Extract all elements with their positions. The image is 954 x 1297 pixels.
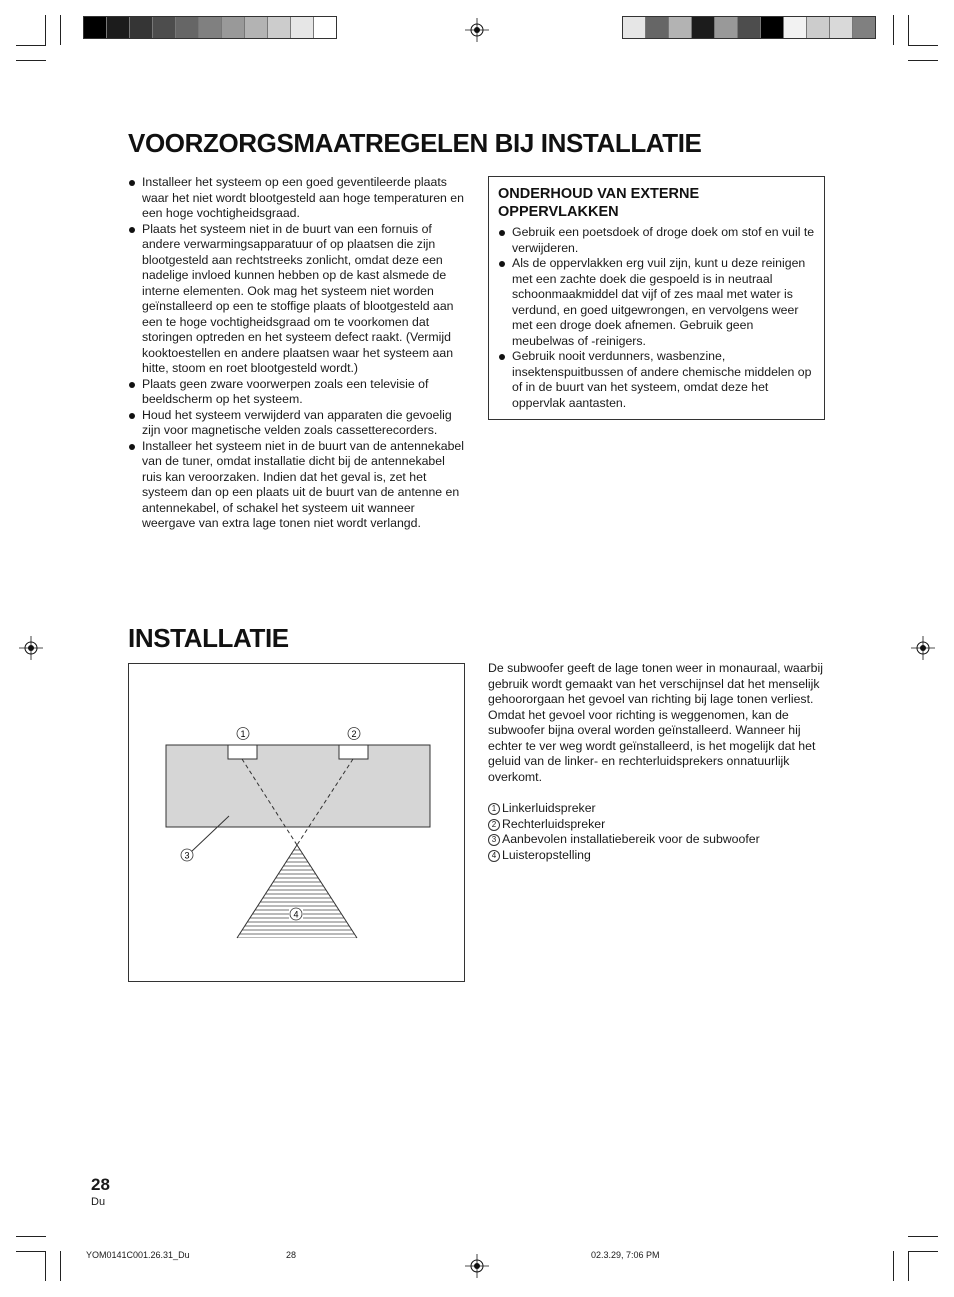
page-number: 28 [91,1175,110,1194]
page-ref: 28 [286,1250,297,1260]
color-swatch [761,17,784,38]
list-item: Installeer het systeem niet in de buurt van de antennekabel van de tuner, omdat installatie dicht bij de antennekabel ruis kan veroorzaken. Indien dat het geval is, zet het systeem dan op een plaats uit de buurt van de antenne en antennekabel, of schakel het systeem uit wanneer weergave van extra lage tonen niet wordt verlangd. [128,439,464,532]
color-swatch [176,17,199,38]
color-swatch [291,17,314,38]
list-item: Houd het systeem verwijderd van apparaten die gevoelig zijn voor magnetische velden zoals cassetterecorders. [128,408,464,439]
legend-number: 1 [488,803,500,815]
legend-text: Luisteropstelling [502,847,591,862]
callout-2 [348,728,360,740]
left-speaker [228,745,257,759]
svg-text:4: 4 [293,909,299,920]
color-swatch [784,17,807,38]
registration-mark-icon [911,636,935,660]
svg-text:3: 3 [184,850,190,861]
registration-mark-icon [465,1254,489,1278]
color-swatch [314,17,336,38]
legend-text: Rechterluidspreker [502,816,606,831]
right-speaker [339,745,368,759]
color-swatch [222,17,245,38]
print-timestamp: 02.3.29, 7:06 PM [591,1250,660,1260]
recommended-area [166,745,430,827]
color-swatch [84,17,107,38]
legend-number: 2 [488,819,500,831]
installation-paragraph: De subwoofer geeft de lage tonen weer in monauraal, waarbij gebruik wordt gemaakt van het verschijnsel dat het menselijk gehoororgaan het gevoel van richting bij lage tonen verliest. Omdat het gevoel voor richting is weggenomen, kan de subwoofer bijna overal worden geïnstalleerd. Wanneer hij echter te ver weg wordt geïnstalleerd, is het mogelijk dat het geluid van de linker- en rechterluidsprekers onnatuurlijk overkomt. [488,661,823,784]
legend-number: 3 [488,834,500,846]
doc-code: YOM0141C001.26.31_Du [86,1250,190,1260]
list-item: Plaats het systeem niet in de buurt van een fornuis of andere verwarmingsapparatuur of op plaatsen die zijn blootgesteld aan rechtstreeks zonlicht, omdat deze een nadelige invloed kunnen hebben op de kast alsmede de interne elementen. Ook mag het systeem niet worden geïnstalleerd op een te stoffige plaats of blootgesteld aan een te hoge vochtigheidsgraad om te voorkomen dat storingen optreden en het systeem defect raakt. (Vermijd kooktoestellen en andere plaatsen waar het systeem aan hitte, stoom en roet blootgesteld wordt.) [128,222,464,377]
legend-item [488,801,826,817]
color-swatch [692,17,715,38]
registration-mark-icon [19,636,43,660]
color-swatch [268,17,291,38]
color-swatch [830,17,853,38]
color-swatch [715,17,738,38]
maintenance-list [498,225,815,411]
legend-number: 4 [488,850,500,862]
installation-diagram [128,663,465,982]
listening-area [229,850,365,938]
color-swatch [623,17,646,38]
list-item: Gebruik nooit verdunners, wasbenzine, insektenspuitbussen of andere chemische middelen op of in de buurt van het systeem, omdat deze het oppervlak aantasten. [498,349,815,411]
color-swatch [245,17,268,38]
section-title-installation: INSTALLATIE [128,623,289,653]
callout-4 [289,907,303,921]
color-swatch [646,17,669,38]
color-swatch [807,17,830,38]
callout-1 [237,727,249,740]
maintenance-box [488,176,825,420]
color-swatch [738,17,761,38]
callout-3 [181,849,193,861]
list-item: Installeer het systeem op een goed geventileerde plaats waar het niet wordt blootgesteld aan hoge temperaturen en een hoge vochtigheidsgraad. [128,175,464,222]
color-swatch [130,17,153,38]
color-swatch [853,17,875,38]
section-title-precautions: VOORZORGSMAATREGELEN BIJ INSTALLATIE [128,128,702,158]
color-swatch [107,17,130,38]
list-item: Plaats geen zware voorwerpen zoals een televisie of beeldscherm op het systeem. [128,377,464,408]
color-swatch [153,17,176,38]
legend-text: Linkerluidspreker [502,801,596,815]
color-calibration-strip-right [622,16,876,39]
color-swatch [199,17,222,38]
precautions-list [128,175,464,532]
maintenance-title: ONDERHOUD VAN EXTERNE OPPERVLAKKEN [498,186,700,220]
registration-mark-icon [465,18,489,42]
list-item: Gebruik een poetsdoek of droge doek om stof en vuil te verwijderen. [498,225,815,256]
svg-text:2: 2 [351,729,357,739]
page-language: Du [91,1196,106,1208]
list-item: Als de oppervlakken erg vuil zijn, kunt u deze reinigen met een zachte doek die gespoeld is in neutraal schoonmaakmiddel dat vijf of zes maal met water is verdund, en goed uitgewrongen, en vervolgens weer met een droge doek afnemen. Gebruik geen meubelwas of -reinigers. [498,256,815,349]
legend-item [488,817,826,833]
legend-item [488,848,826,864]
color-swatch [669,17,692,38]
diagram-legend [488,801,826,863]
legend-text: Aanbevolen installatiebereik voor de subwoofer [502,832,760,846]
svg-text:1: 1 [240,729,246,739]
legend-item [488,832,826,848]
color-calibration-strip-left [83,16,337,39]
